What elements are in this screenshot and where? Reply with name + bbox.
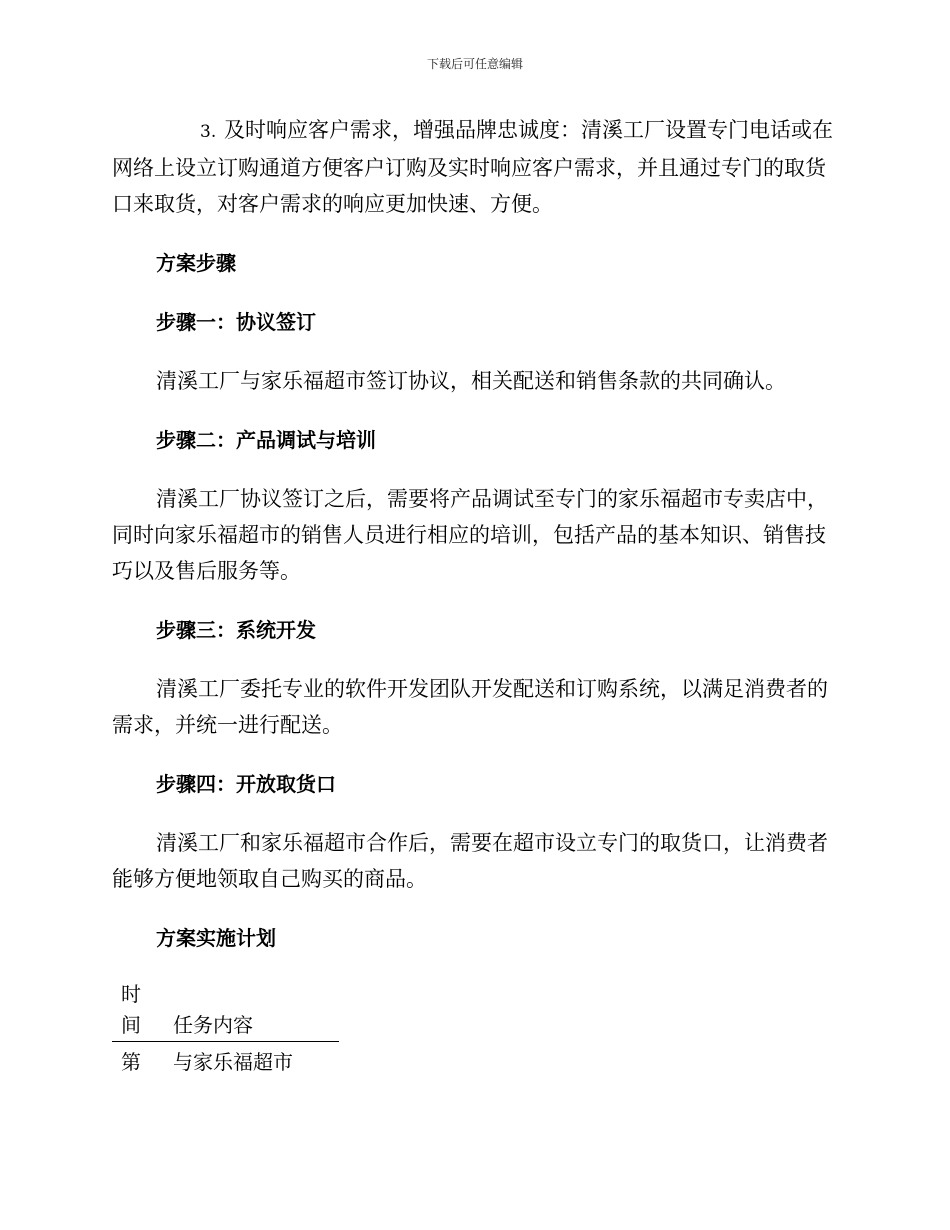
table-row [112,1042,339,1079]
step-heading-2: 步骤二：产品调试与培训 [156,428,376,452]
step-heading-4: 步骤四：开放取货口 [156,772,336,796]
column-header-task: 任务内容 [173,1013,253,1037]
table-header-row [112,979,339,1042]
step-heading-3: 步骤三：系统开发 [156,618,316,642]
header-time-line1: 时 [121,982,141,1006]
section-heading-plan: 方案实施计划 [156,926,276,950]
plan-table [112,979,339,1078]
list-number: 3. [200,122,217,142]
table-cell-time: 第 [121,1050,141,1074]
step-text-2: 清溪工厂协议签订之后，需要将产品调试至专门的家乐福超市专卖店中，同时向家乐福超市的销售人员进行相应的培训，包括产品的基本知识、销售技巧以及售后服务等。 [112,487,828,583]
document-body [112,112,834,1078]
step-text-3: 清溪工厂委托专业的软件开发团队开发配送和订购系统，以满足消费者的需求，并统一进行配送。 [112,677,828,737]
section-heading-steps: 方案步骤 [156,251,236,275]
header-time-line2: 间 [121,1013,141,1037]
step-text-1: 清溪工厂与家乐福超市签订协议，相关配送和销售条款的共同确认。 [156,369,786,393]
step-heading-1: 步骤一：协议签订 [156,310,316,334]
step-text-4: 清溪工厂和家乐福超市合作后，需要在超市设立专门的取货口，让消费者能够方便地领取自己购买的商品。 [112,831,828,891]
table-cell-task: 与家乐福超市 [173,1050,293,1074]
paragraph-text: 及时响应客户需求，增强品牌忠诚度：清溪工厂设置专门电话或在网络上设立订购通道方便客户订购及实时响应客户需求，并且通过专门的取货口来取货，对客户需求的响应更加快速、方便。 [112,118,833,216]
page-header-note: 下载后可任意编辑 [426,57,523,71]
paragraph-item-3 [112,112,834,222]
column-header-time [112,979,173,1042]
